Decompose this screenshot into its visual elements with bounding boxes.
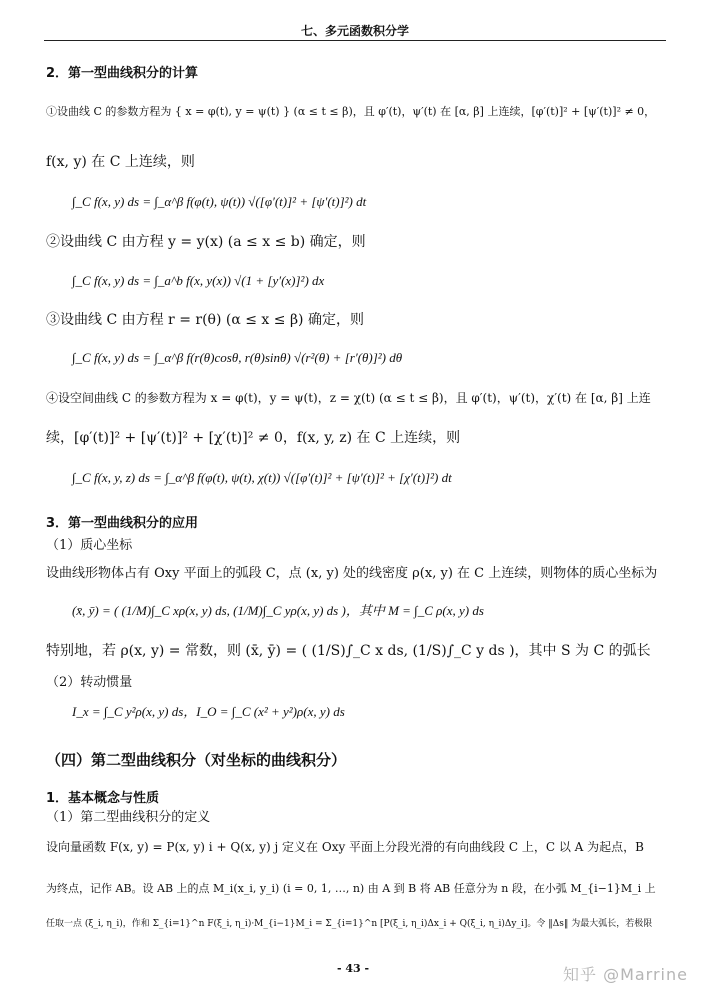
section-heading: 1．基本概念与性质	[46, 791, 160, 806]
paragraph: 特别地，若 ρ(x, y) = 常数，则 (x̄, ȳ) = ( (1/S)∫_C x ds, (1/S)∫_C y ds )，其中 S 为 C 的弧长	[46, 643, 651, 659]
subsection-heading: （1）第二型曲线积分的定义	[46, 810, 211, 825]
formula: ∫_C f(x, y) ds = ∫_α^β f(r(θ)cosθ, r(θ)sinθ) √(r²(θ) + [r′(θ)]²) dθ	[72, 350, 403, 365]
paragraph: ①设曲线 C 的参数方程为 { x = φ(t), y = ψ(t) } (α ≤ t ≤ β)，且 φ′(t)，ψ′(t) 在 [α, β] 上连续，[φ′(t)]² + [ψ′(t)]² ≠ 0，	[46, 105, 656, 118]
subsection-heading: （2）转动惯量	[46, 675, 133, 690]
watermark: 知乎 @Marrine	[562, 965, 688, 984]
formula: ∫_C f(x, y) ds = ∫_α^β f(φ(t), ψ(t)) √([φ′(t)]² + [ψ′(t)]²) dt	[72, 194, 367, 209]
page-number: - 43 -	[336, 962, 370, 975]
subsection-heading: （1）质心坐标	[46, 538, 133, 553]
section-heading: 2．第一型曲线积分的计算	[46, 66, 199, 81]
paragraph: ②设曲线 C 由方程 y = y(x) (a ≤ x ≤ b) 确定，则	[46, 234, 366, 250]
paragraph: ③设曲线 C 由方程 r = r(θ) (α ≤ x ≤ β) 确定，则	[46, 312, 364, 328]
page-header: 七、多元函数积分学	[44, 22, 666, 41]
formula: (x̄, ȳ) = ( (1/M)∫_C xρ(x, y) ds, (1/M)∫_C yρ(x, y) ds )，其中 M = ∫_C ρ(x, y) ds	[72, 603, 484, 618]
paragraph: 任取一点 (ξ_i, η_i)，作和 Σ_{i=1}^n F(ξ_i, η_i)·M_{i−1}M_i = Σ_{i=1}^n [P(ξ_i, η_i)Δx_i + Q(ξ_i, η_i)Δy_i]。令 ‖Δs‖ 为最大弧长，若极限	[46, 919, 653, 929]
part-heading: （四）第二型曲线积分（对坐标的曲线积分）	[46, 751, 347, 769]
formula: ∫_C f(x, y, z) ds = ∫_α^β f(φ(t), ψ(t), χ(t)) √([φ′(t)]² + [ψ′(t)]² + [χ′(t)]²) dt	[72, 470, 452, 485]
paragraph: ④设空间曲线 C 的参数方程为 x = φ(t)，y = ψ(t)，z = χ(t) (α ≤ t ≤ β)，且 φ′(t)，ψ′(t)，χ′(t) 在 [α, β] 上连	[46, 391, 651, 405]
formula: ∫_C f(x, y) ds = ∫_a^b f(x, y(x)) √(1 + [y′(x)]²) dx	[72, 273, 325, 288]
paragraph: f(x, y) 在 C 上连续，则	[46, 154, 195, 170]
paragraph: 设向量函数 F(x, y) = P(x, y) i + Q(x, y) j 定义在 Oxy 平面上分段光滑的有向曲线段 C 上，C 以 A 为起点，B	[46, 840, 644, 854]
paragraph: 设曲线形物体占有 Oxy 平面上的弧段 C，点 (x, y) 处的线密度 ρ(x, y) 在 C 上连续，则物体的质心坐标为	[46, 566, 658, 581]
paragraph: 续，[φ′(t)]² + [ψ′(t)]² + [χ′(t)]² ≠ 0，f(x, y, z) 在 C 上连续，则	[46, 430, 461, 446]
formula: I_x = ∫_C y²ρ(x, y) ds，I_O = ∫_C (x² + y²)ρ(x, y) ds	[72, 704, 345, 719]
section-heading: 3．第一型曲线积分的应用	[46, 516, 199, 531]
paragraph: 为终点，记作 AB。设 AB 上的点 M_i(x_i, y_i) (i = 0, 1, …, n) 由 A 到 B 将 AB 任意分为 n 段，在小弧 M_{i−1}M_i 上	[46, 882, 656, 895]
